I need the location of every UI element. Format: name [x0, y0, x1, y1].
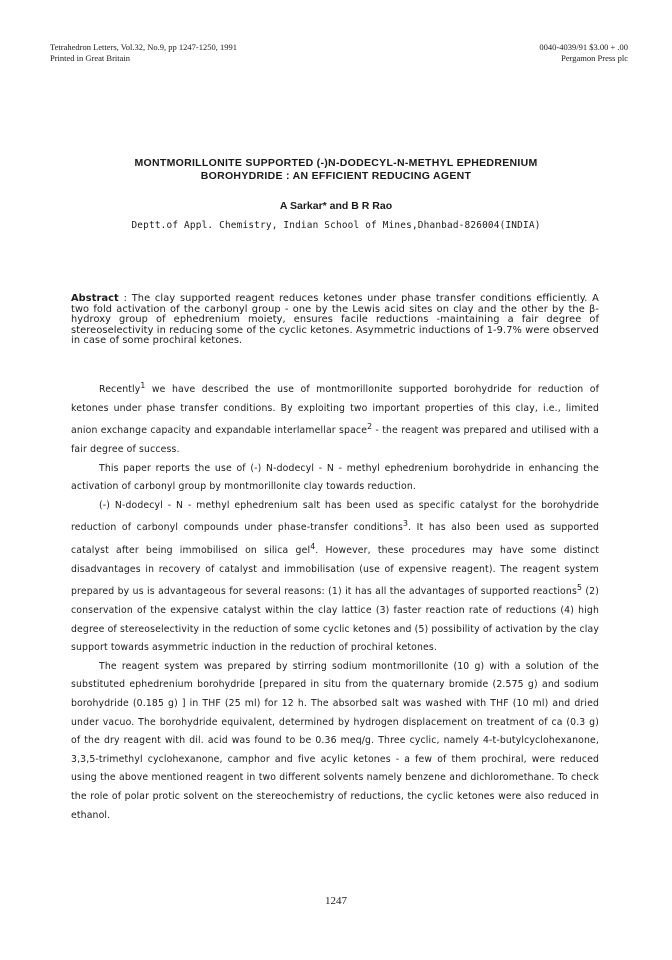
journal-citation: Tetrahedron Letters, Vol.32, No.9, pp 1247-1250, 1991 — [50, 42, 238, 52]
abstract-label: Abstract — [71, 293, 119, 304]
article-title — [0, 157, 672, 183]
printed-in: Printed in Great Britain — [50, 53, 131, 63]
reference-3: 3 — [402, 519, 409, 529]
reference-2: 2 — [367, 422, 373, 432]
reference-5: 5 — [576, 583, 583, 593]
abstract-text: The clay supported reagent reduces ketones under phase transfer conditions efficiently. A two fold activation of the carbonyl group - one by the Lewis acid sites on clay and the other by the β-hydroxy group of ephedrenium moiety, ensures facile reductions -maintaining a fair degree of stereoselectivity in reducing some of the cyclic ketones. Asymmetric inductions of 1-9.7% were observed in case of some prochiral ketones. — [71, 293, 599, 347]
p3-text-b: . It has also been used as supported catalyst after being immobilised on silica gel — [71, 522, 600, 557]
p3-text-d: (2) conservation of the expensive catalyst within the clay lattice (3) faster reaction rate of reductions (4) high degree of stereoselectivity in the reduction of some cyclic ketones and (5) possibility of activation by the clay support towards asymmetric induction in the reduction of prochiral ketones. — [71, 586, 599, 654]
paragraph-2: This paper reports the use of (-) N-dodecyl - N - methyl ephedrenium borohydride in enhancing the activation of carbonyl group by montmorillonite clay towards reduction. — [71, 462, 599, 493]
article-body — [71, 377, 599, 825]
reference-1: 1 — [140, 381, 146, 390]
publisher: Pergamon Press plc — [561, 53, 628, 63]
p1-text-c: - the reagent was prepared and utilised with a fair degree of success. — [71, 425, 599, 455]
issn-price: 0040-4039/91 $3.00 + .00 — [539, 42, 628, 52]
running-header-left — [50, 42, 237, 64]
p1-text-a: Recently — [99, 384, 141, 396]
title-line-1: MONTMORILLONITE SUPPORTED (-)N-DODECYL-N-METHYL EPHEDRENIUM — [134, 157, 538, 169]
title-line-2: BOROHYDRIDE : AN EFFICIENT REDUCING AGENT — [200, 170, 472, 182]
paragraph-4: The reagent system was prepared by stirring sodium montmorillonite (10 g) with a solution of the substituted ephedrenium borohydride [prepared in situ from the quaternary bromide (2.575 g) and sodium borohydride (0.185 g) ] in THF (25 ml) for 12 h. The absorbed salt was washed with THF (10 ml) and dried under vacuo. The borohydride equivalent, determined by hydrogen displacement on treatment of ca (0.3 g) of the dry reagent with dil. acid was found to be 0.36 meq/g. Three cyclic, namely 4-t-butylcyclohexanone, 3,3,5-trimethyl cyclohexanone, camphor and five acylic ketones - a few of them prochiral, were reduced using the above mentioned reagent in two different solvents namely benzene and dichloromethane. To check the role of polar protic solvent on the stereochemistry of reductions, the cyclic ketones were also reduced in ethanol. — [71, 660, 599, 821]
affiliation: Deptt.of Appl. Chemistry, Indian School of Mines,Dhanbad-826004(INDIA) — [131, 220, 541, 231]
p1-text-b: we have described the use of montmorillonite supported borohydride for reduction of ketones under phase transfer conditions. By exploiting two important properties of this clay, i.e., limited anion exchange capacity and expandable interlamellar space — [71, 384, 599, 437]
paragraph-3 — [71, 497, 599, 658]
authors: A Sarkar* and B R Rao — [279, 200, 393, 212]
paragraph-1 — [71, 377, 599, 460]
abstract-separator: : — [118, 293, 132, 304]
reference-4: 4 — [310, 542, 316, 552]
running-header-right — [539, 42, 628, 64]
p3-text-c: . However, these procedures may have some distinct disadvantages in recovery of catalyst and immobilisation (use of expensive reagent). The reagent system prepared by us is advantageous for several reasons: (1) it has all the advantages of supported reactions — [71, 545, 600, 598]
page-number: 1247 — [325, 895, 347, 907]
p3-text-a: (-) N-dodecyl - N - methyl ephedrenium salt has been used as specific catalyst for the borohydride reduction of carbonyl compounds under phase-transfer conditions — [71, 499, 599, 534]
abstract — [71, 294, 599, 347]
